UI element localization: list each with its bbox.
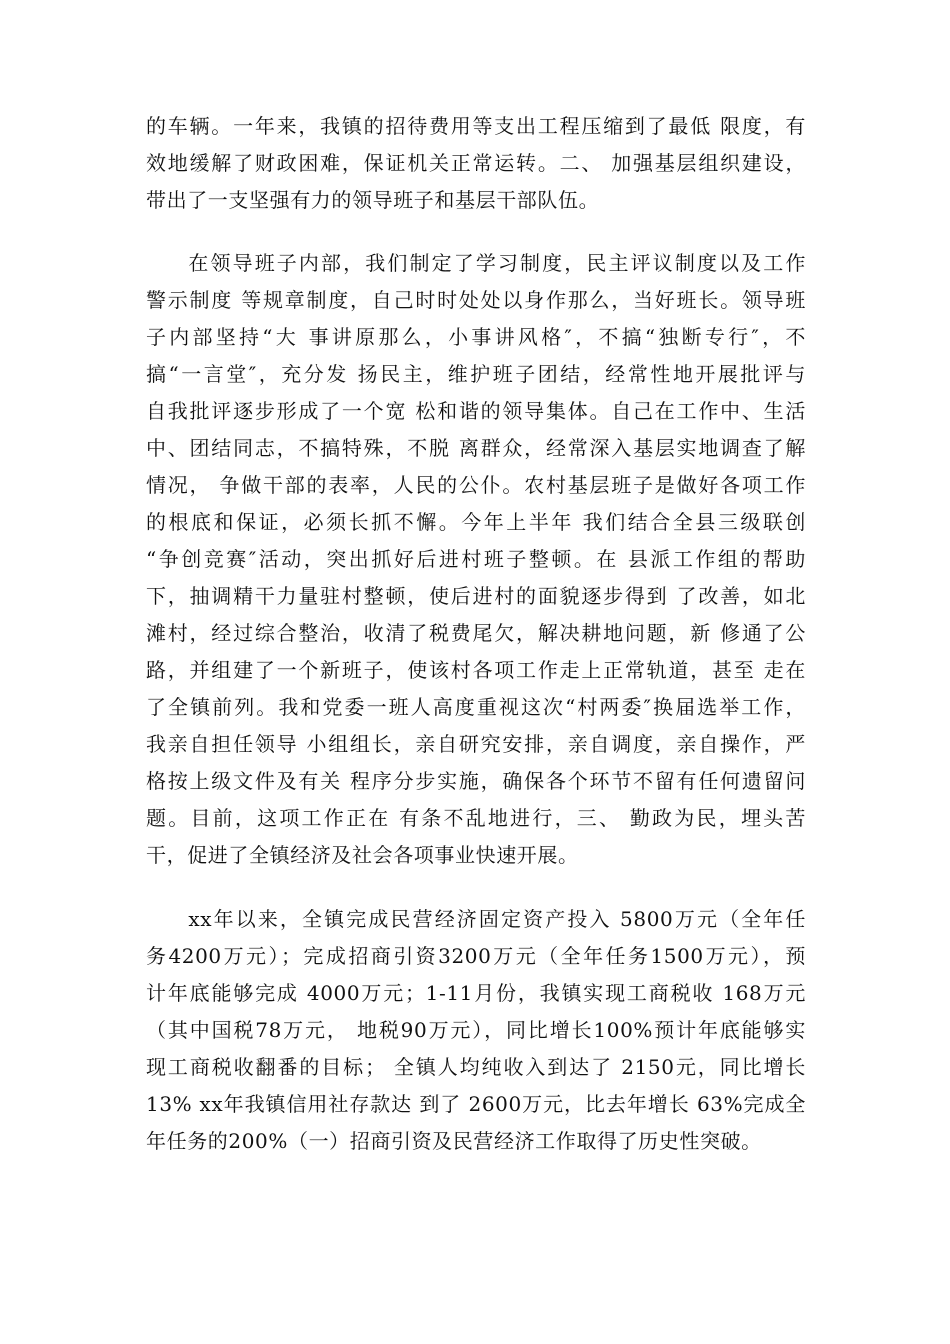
text-line: 下，抽调精干力量驻村整顿，使后进村的面貌逐步得到 了改善，如北: [146, 584, 806, 608]
text-line: 13% xx年我镇信用社存款达 到了 2600万元，比去年增长 63%完成全: [146, 1092, 806, 1116]
text-line: xx年以来，全镇完成民营经济固定资产投入 5800万元（全年任: [146, 907, 806, 931]
text-line: “争创竞赛″活动，突出抓好后进村班子整顿。在 县派工作组的帮助: [146, 547, 806, 571]
text-line: 效地缓解了财政困难，保证机关正常运转。二、 加强基层组织建设，: [146, 151, 806, 175]
text-line: 子内部坚持“大 事讲原那么，小事讲风格″，不搞“独断专行″，不: [146, 325, 806, 349]
text-line: 在领导班子内部，我们制定了学习制度，民主评议制度以及工作: [146, 251, 806, 275]
text-line: 滩村，经过综合整治，收清了税费尾欠，解决耕地问题，新 修通了公: [146, 621, 806, 645]
text-line: 的根底和保证，必须长抓不懈。今年上半年 我们结合全县三级联创: [146, 510, 806, 534]
text-line: 格按上级文件及有关 程序分步实施，确保各个环节不留有任何遗留问: [146, 769, 806, 793]
text-line: 的车辆。一年来，我镇的招待费用等支出工程压缩到了最低 限度，有: [146, 114, 806, 138]
document-page: [146, 108, 806, 1160]
text-line: 搞“一言堂″，充分发 扬民主，维护班子团结，经常性地开展批评与: [146, 362, 806, 386]
text-line: 带出了一支坚强有力的领导班子和基层干部队伍。: [146, 188, 600, 212]
paragraph-gap: [146, 219, 806, 245]
paragraph-1: [146, 108, 806, 219]
text-line: 自我批评逐步形成了一个宽 松和谐的领导集体。自己在工作中、生活: [146, 399, 806, 423]
text-line: 情况， 争做干部的表率，人民的公仆。农村基层班子是做好各项工作: [146, 473, 806, 497]
text-line: 务4200万元）；完成招商引资3200万元（全年任务1500万元），预: [146, 944, 806, 968]
text-line: 计年底能够完成 4000万元；1-11月份，我镇实现工商税收 168万元: [146, 981, 806, 1005]
text-line: 我亲自担任领导 小组组长，亲自研究安排，亲自调度，亲自操作，严: [146, 732, 806, 756]
text-line: 干，促进了全镇经济及社会各项事业快速开展。: [146, 843, 579, 867]
text-line: 年任务的200%（一）招商引资及民营经济工作取得了历史性突破。: [146, 1129, 762, 1153]
paragraph-gap: [146, 874, 806, 901]
text-line: 题。目前，这项工作正在 有条不乱地进行，三、 勤政为民，埋头苦: [146, 806, 806, 830]
text-line: 警示制度 等规章制度，自己时时处处以身作那么，当好班长。领导班: [146, 288, 806, 312]
text-line: 路，并组建了一个新班子，使该村各项工作走上正常轨道，甚至 走在: [146, 658, 806, 682]
paragraph-2: [146, 245, 806, 874]
paragraph-3: [146, 901, 806, 1160]
text-line: 了全镇前列。我和党委一班人高度重视这次“村两委″换届选举工作，: [146, 695, 806, 719]
text-line: 中、团结同志，不搞特殊，不脱 离群众，经常深入基层实地调查了解: [146, 436, 806, 460]
text-line: （其中国税78万元， 地税90万元），同比增长100%预计年底能够实: [146, 1018, 806, 1042]
text-line: 现工商税收翻番的目标； 全镇人均纯收入到达了 2150元，同比增长: [146, 1055, 806, 1079]
